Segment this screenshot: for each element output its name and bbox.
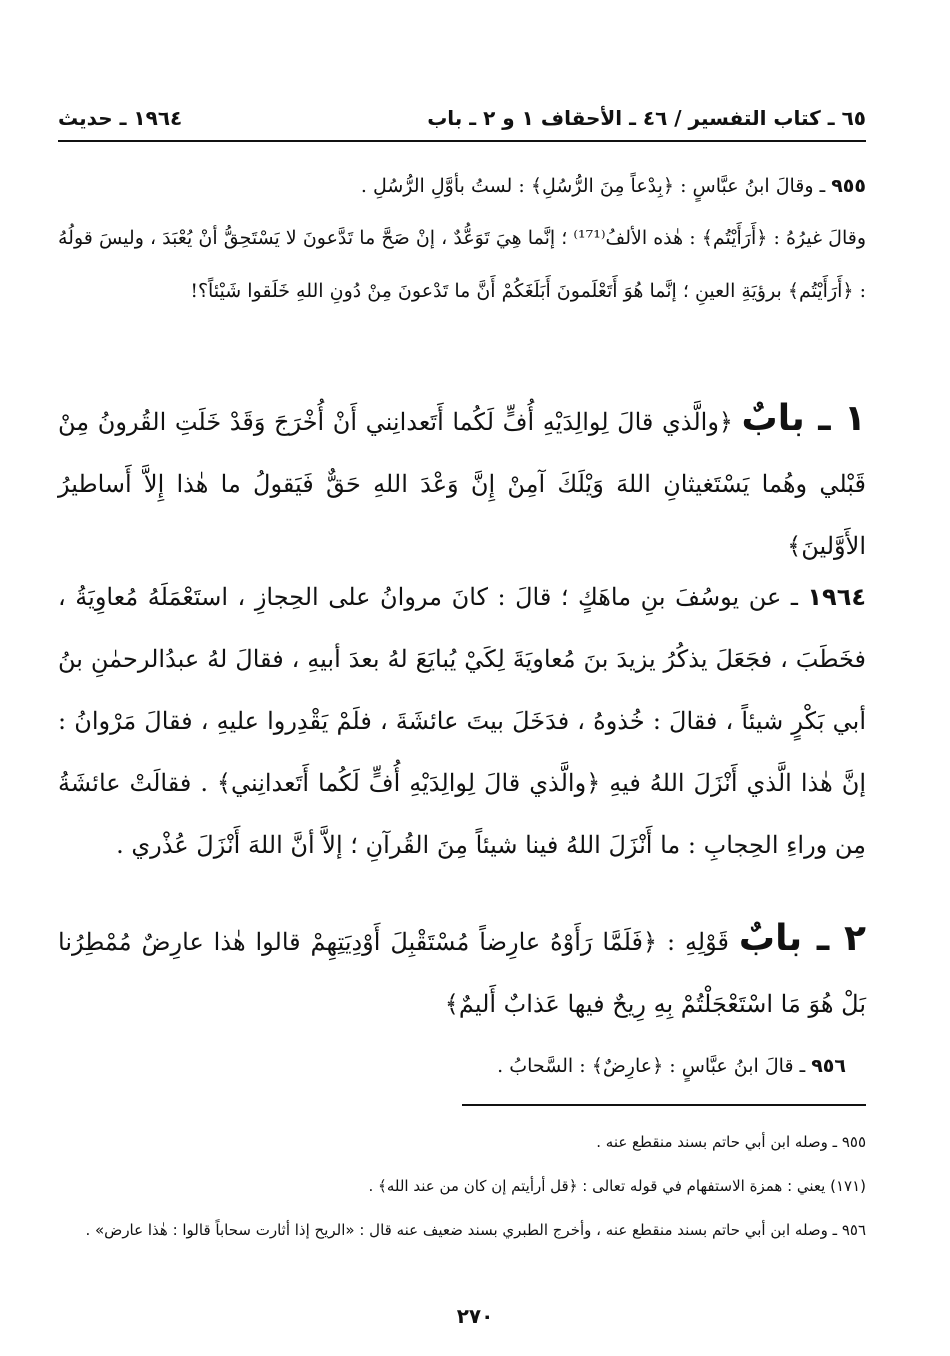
footnote-955: ٩٥٥ ـ وصله ابن أبي حاتم بسند منقطع عنه .: [596, 1133, 866, 1151]
footnote-rule: [462, 1104, 866, 1106]
paragraph-number: ٩٥٦: [811, 1055, 846, 1077]
header-rule: [58, 140, 866, 142]
running-header: [58, 98, 866, 138]
chapter-label: ١ ـ بابٌ: [741, 398, 866, 439]
paragraph-956: [58, 1040, 866, 1093]
hadith-number: ١٩٦٤: [807, 583, 866, 611]
chapter-verse: ﴿والَّذي قالَ لِوالِدَيْهِ أُفٍّ لَكُما أَتَعدانِني أَنْ أُخْرَجَ وَقَدْ خَلَتِ القُرونُ مِنْ قَبْلي وهُما يَسْتَغيثانِ اللهَ وَيْلَكَ آمِنْ إِنَّ وَعْدَ اللهِ حَقٌّ فَيَقولُ ما هٰذا إِلاَّ أَساطيرُ الأَوَّلينَ﴾: [58, 408, 866, 560]
header-hadith-number: ١٩٦٤ ـ حديث: [58, 106, 183, 130]
paragraph-text: وقالَ غيرُهُ : ﴿أَرَأَيْتُم﴾ : هٰذه الألفُ⁽¹⁷¹⁾ ؛ إنَّما هِيَ تَوَعُّدٌ ، إنْ صَحَّ ما تَدَّعونَ لا يَسْتَحِقُّ أنْ يُعْبَدَ ، وليسَ قولُهُ : ﴿أَرَأَيْتُم﴾ برؤيَةِ العينِ ؛ إنَّما هُوَ أَتَعْلَمونَ أَبَلَغَكُمْ أَنَّ ما تَدْعونَ مِنْ دُونِ اللهِ خَلَقوا شَيْئاً؟!: [58, 227, 866, 302]
footnote-171: (١٧١) يعني : همزة الاستفهام في قوله تعالى : ﴿قل أرأيتم إن كان من عند الله﴾ .: [368, 1177, 866, 1195]
chapter-verse: قَوْلِهِ : ﴿فَلَمَّا رَأَوْهُ عارِضاً مُسْتَقْبِلَ أَوْدِيَتِهِمْ قالوا هٰذا عارِضٌ مُمْطِرُنا بَلْ هُوَ مَا اسْتَعْجَلْتُمْ بِهِ رِيحٌ فيها عَذابٌ أَليمٌ﴾: [58, 928, 866, 1018]
paragraph-text: ـ قالَ ابنُ عبَّاسٍ : ﴿عارِضٌ﴾ : السَّحابُ .: [497, 1055, 812, 1077]
paragraph-number: ٩٥٥: [831, 175, 866, 197]
hadith-1964: [58, 566, 866, 876]
paragraph-955: [58, 160, 866, 213]
chapter-label: ٢ ـ بابٌ: [738, 918, 866, 959]
paragraph-text: ـ وقالَ ابنُ عبَّاسٍ : ﴿بِدْعاً مِنَ الرُّسُلِ﴾ : لستُ بأوَّلِ الرُّسُلِ .: [360, 175, 832, 197]
footnote-956: ٩٥٦ ـ وصله ابن أبي حاتم بسند منقطع عنه ، وأخرج الطبري بسند ضعيف عنه قال : «الريح إذا أثارت سحاباً قالوا : هٰذا عارض» .: [85, 1221, 866, 1239]
paragraph-other-commentary: [58, 212, 866, 318]
chapter-heading-2: [58, 908, 866, 1035]
chapter-heading-1: [58, 388, 866, 577]
header-chapter-title: ٦٥ ـ كتاب التفسير / ٤٦ ـ الأحقاف ١ و ٢ ـ باب: [427, 106, 866, 130]
page-number: ٢٧٠: [456, 1304, 494, 1328]
hadith-text: ـ عن يوسُفَ بنِ ماهَكٍ ؛ قالَ : كانَ مروانُ على الحِجازِ ، استَعْمَلَهُ مُعاوِيَةُ ، فخَطَبَ ، فجَعَلَ يذكُرُ يزيدَ بنَ مُعاويَةَ لِكَيْ يُبايَعَ لهُ بعدَ أبيهِ ، فقالَ لهُ عبدُالرحمٰنِ بنُ أبي بَكْرٍ شيئاً ، فقالَ : خُذوهُ ، فدَخَلَ بيتَ عائشَةَ ، فلَمْ يَقْدِروا عليهِ ، فقالَ مَرْوانُ : إنَّ هٰذا الَّذي أَنْزَلَ اللهُ فيهِ ﴿والَّذي قالَ لِوالِدَيْهِ أُفٍّ لَكُما أَتَعدانِني﴾ . فقالَتْ عائشَةُ مِن وراءِ الحِجابِ : ما أَنْزَلَ اللهُ فينا شيئاً مِنَ القُرآنِ ؛ إلاَّ أنَّ اللهَ أَنْزَلَ عُذْري .: [58, 583, 866, 859]
